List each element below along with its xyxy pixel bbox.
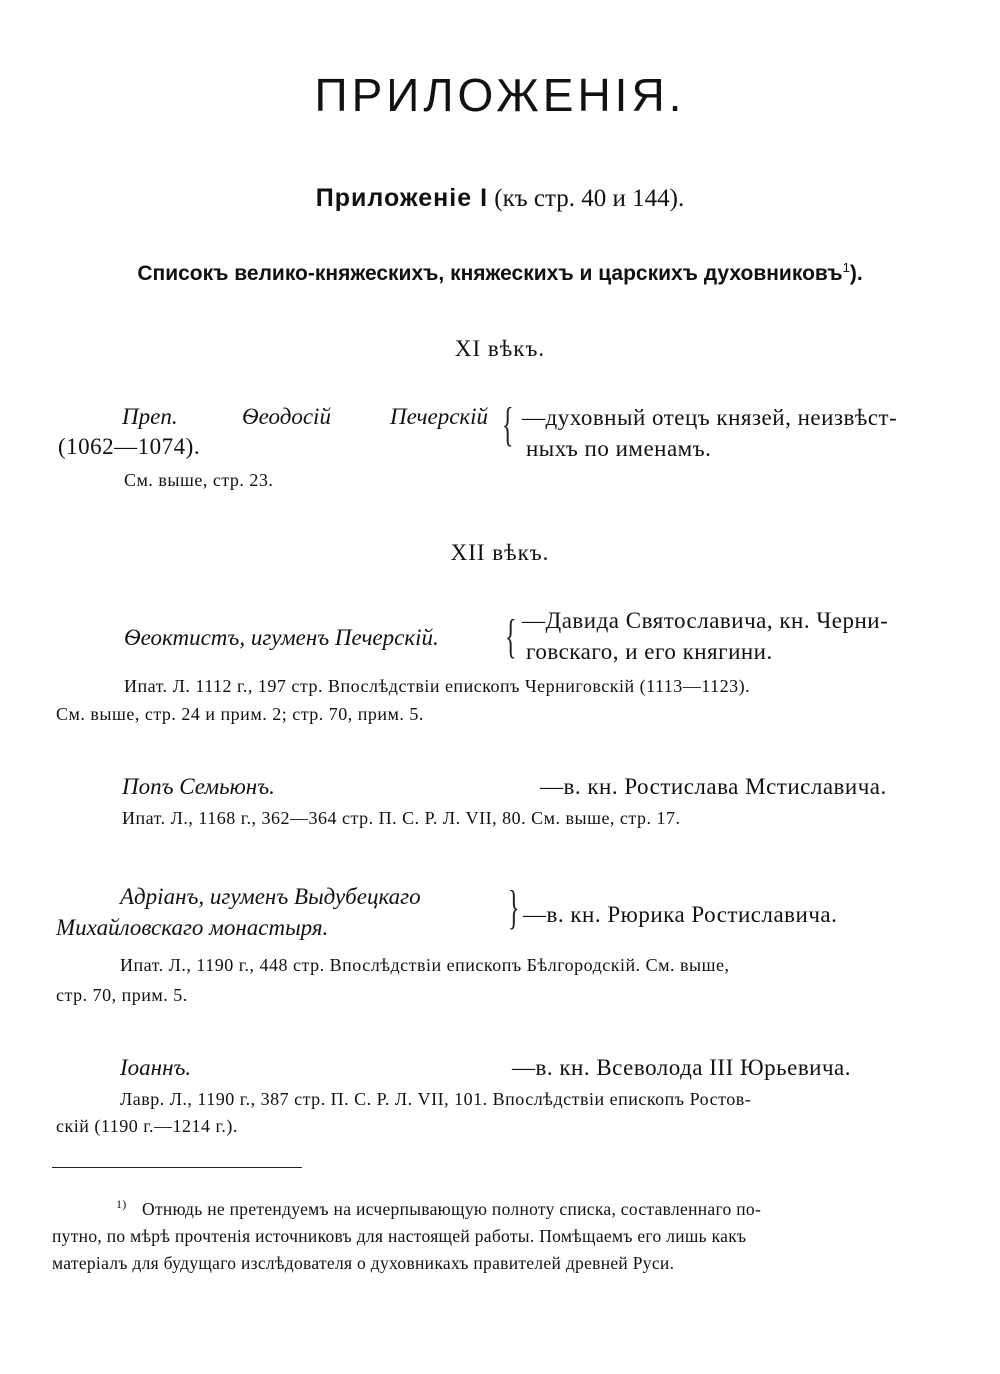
- brace: }: [508, 881, 520, 934]
- entry-name: Адріанъ, игуменъ Выдубецкаго: [120, 884, 421, 909]
- entry-name: Іоаннъ.: [120, 1055, 192, 1080]
- entry-note: скій (1190 г.—1214 г.).: [56, 1116, 238, 1136]
- century-heading-xii: XII вѣкъ.: [450, 540, 550, 565]
- century-heading-xi: XI вѣкъ.: [454, 336, 546, 361]
- entry-name-part: Печерскій: [390, 404, 489, 429]
- footnote-separator: [52, 1167, 302, 1168]
- entry-description: ныхъ по именамъ.: [526, 436, 712, 461]
- entry-note: Ипат. Л. 1112 г., 197 стр. Впослѣдствіи епископъ Черниговскій (1113—1123).: [124, 676, 751, 696]
- entry-note: Ипат. Л., 1190 г., 448 стр. Впослѣдствіи епископъ Бѣлгородскій. См. выше,: [120, 955, 730, 975]
- entry-note: Ипат. Л., 1168 г., 362—364 стр. П. С. Р. Л. VII, 80. См. выше, стр. 17.: [122, 808, 681, 828]
- list-title-end: ).: [849, 262, 863, 285]
- entry-name: Попъ Семьюнъ.: [122, 774, 275, 799]
- brace: {: [502, 398, 514, 451]
- entry-name: Михайловскаго монастыря.: [56, 915, 329, 940]
- entry-description: —духовный отецъ князей, неизвѣст-: [522, 405, 898, 430]
- footnote-ref: 1: [842, 260, 850, 275]
- page-title: ПРИЛОЖЕНІЯ.: [314, 69, 686, 121]
- entry-note: Лавр. Л., 1190 г., 387 стр. П. С. Р. Л. VII, 101. Впослѣдствіи епископъ Ростов-: [120, 1089, 752, 1109]
- brace: {: [505, 610, 517, 663]
- entry-note: См. выше, стр. 23.: [124, 470, 274, 490]
- entry-name-part: Ѳеодосій: [242, 404, 331, 429]
- footnote-line: матеріалъ для будущаго изслѣдователя о духовникахъ правителей древней Руси.: [52, 1253, 675, 1273]
- footnote-line: путно, по мѣрѣ прочтенія источниковъ для настоящей работы. Помѣщаемъ его лишь какъ: [52, 1226, 747, 1246]
- entry-name: Ѳеоктистъ, игуменъ Печерскій.: [124, 625, 439, 650]
- appendix-heading-bold: Приложеніе I: [315, 184, 489, 212]
- footnote-marker: 1): [116, 1197, 127, 1211]
- list-title-text: Списокъ велико-княжескихъ, княжескихъ и царскихъ духовниковъ: [137, 262, 843, 285]
- entry-description: —в. кн. Ростислава Мстиславича.: [540, 774, 887, 799]
- entry-description: —в. кн. Рюрика Ростиславича.: [523, 902, 838, 927]
- entry-description: —Давида Святославича, кн. Черни-: [522, 608, 889, 633]
- appendix-heading: [0, 184, 1000, 213]
- appendix-heading-ref: (къ стр. 40 и 144).: [488, 185, 685, 212]
- entry-note: См. выше, стр. 24 и прим. 2; стр. 70, прим. 5.: [56, 704, 424, 724]
- entry-name-part: Преп.: [122, 404, 178, 429]
- entry-note: стр. 70, прим. 5.: [56, 985, 188, 1005]
- entry-dates: (1062—1074).: [58, 434, 201, 459]
- footnote-line: Отнюдь не претендуемъ на исчерпывающую полноту списка, составленнаго по-: [142, 1199, 762, 1219]
- list-title: [0, 260, 1000, 286]
- entry-description: —в. кн. Всеволода III Юрьевича.: [512, 1055, 852, 1080]
- entry-description: говскаго, и его княгини.: [526, 639, 773, 664]
